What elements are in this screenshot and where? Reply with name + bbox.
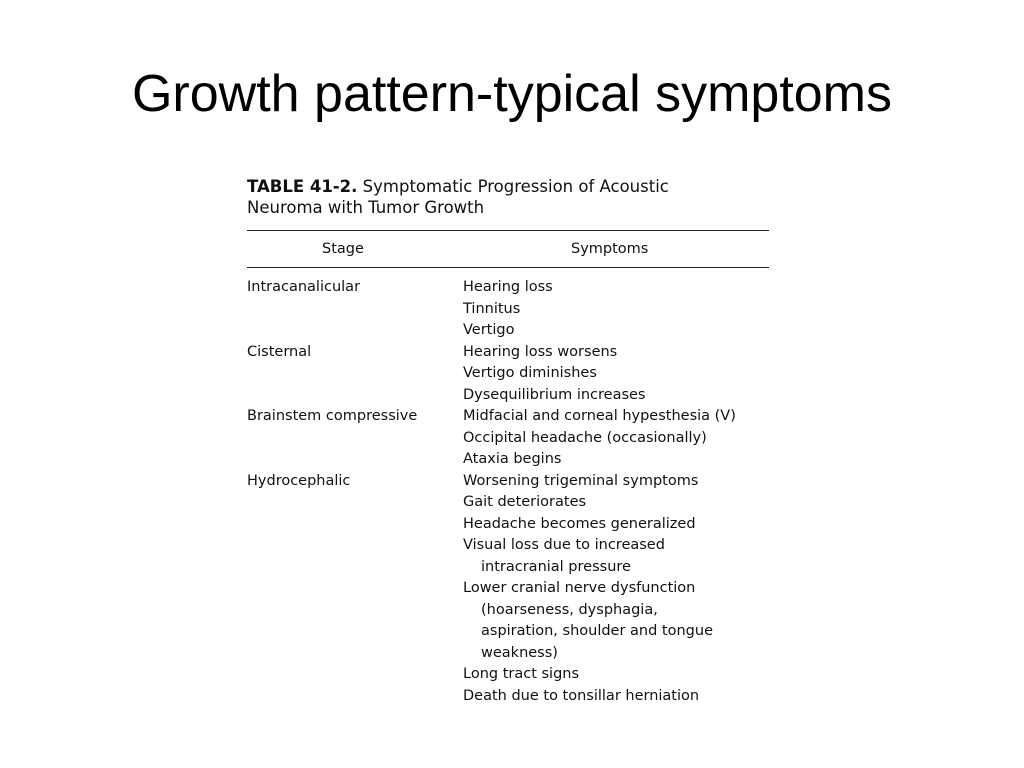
table-row [247, 406, 769, 471]
symptom-item: Hearing loss worsens [463, 343, 618, 360]
symptom-list [463, 471, 769, 708]
table-caption-line-1: Symptomatic Progression of Acoustic [362, 177, 669, 196]
table-figure [247, 176, 769, 707]
stage-name: Intracanalicular [247, 279, 361, 295]
symptom-item-continuation: (hoarseness, dysphagia, [481, 601, 658, 618]
symptom-item: Midfacial and corneal hypesthesia (V) [463, 408, 736, 424]
table-header-rule [247, 267, 769, 268]
table-label: TABLE 41-2. [247, 177, 358, 196]
symptom-item: Gait deteriorates [463, 494, 587, 510]
symptom-item: Ataxia begins [463, 451, 562, 467]
symptom-item: Tinnitus [463, 300, 521, 317]
table-caption [247, 176, 769, 218]
symptom-item: Vertigo [463, 322, 515, 338]
table-row [247, 277, 769, 342]
header-stage: Stage [322, 241, 364, 257]
header-symptoms: Symptoms [571, 241, 649, 257]
table-row [247, 471, 769, 708]
symptom-item-continuation: weakness) [481, 644, 558, 661]
symptom-item: Lower cranial nerve dysfunction [463, 580, 696, 596]
table-row [247, 342, 769, 407]
symptom-item: Death due to tonsillar herniation [463, 687, 700, 704]
stage-name: Hydrocephalic [247, 472, 351, 489]
slide-title: Growth pattern-typical symptoms [131, 65, 893, 123]
table-body [247, 277, 769, 707]
stage-name: Brainstem compressive [247, 408, 418, 424]
symptom-item: Hearing loss [463, 279, 553, 295]
symptom-list [463, 342, 769, 407]
symptom-list [463, 277, 769, 342]
symptom-item: Dysequilibrium increases [463, 386, 646, 403]
symptom-item-continuation: aspiration, shoulder and tongue [481, 623, 713, 639]
symptom-item: Visual loss due to increased [463, 537, 665, 553]
symptom-item: Occipital headache (occasionally) [463, 429, 707, 446]
table-caption-line-2: Neuroma with Tumor Growth [247, 198, 485, 217]
symptom-item: Headache becomes generalized [463, 515, 696, 532]
table-header-row [247, 231, 769, 267]
symptom-item: Worsening trigeminal symptoms [463, 472, 699, 489]
symptom-list [463, 406, 769, 471]
symptom-item: Vertigo diminishes [463, 365, 597, 381]
symptom-item: Long tract signs [463, 666, 580, 682]
stage-name: Cisternal [247, 343, 312, 360]
symptom-item-continuation: intracranial pressure [481, 558, 631, 575]
